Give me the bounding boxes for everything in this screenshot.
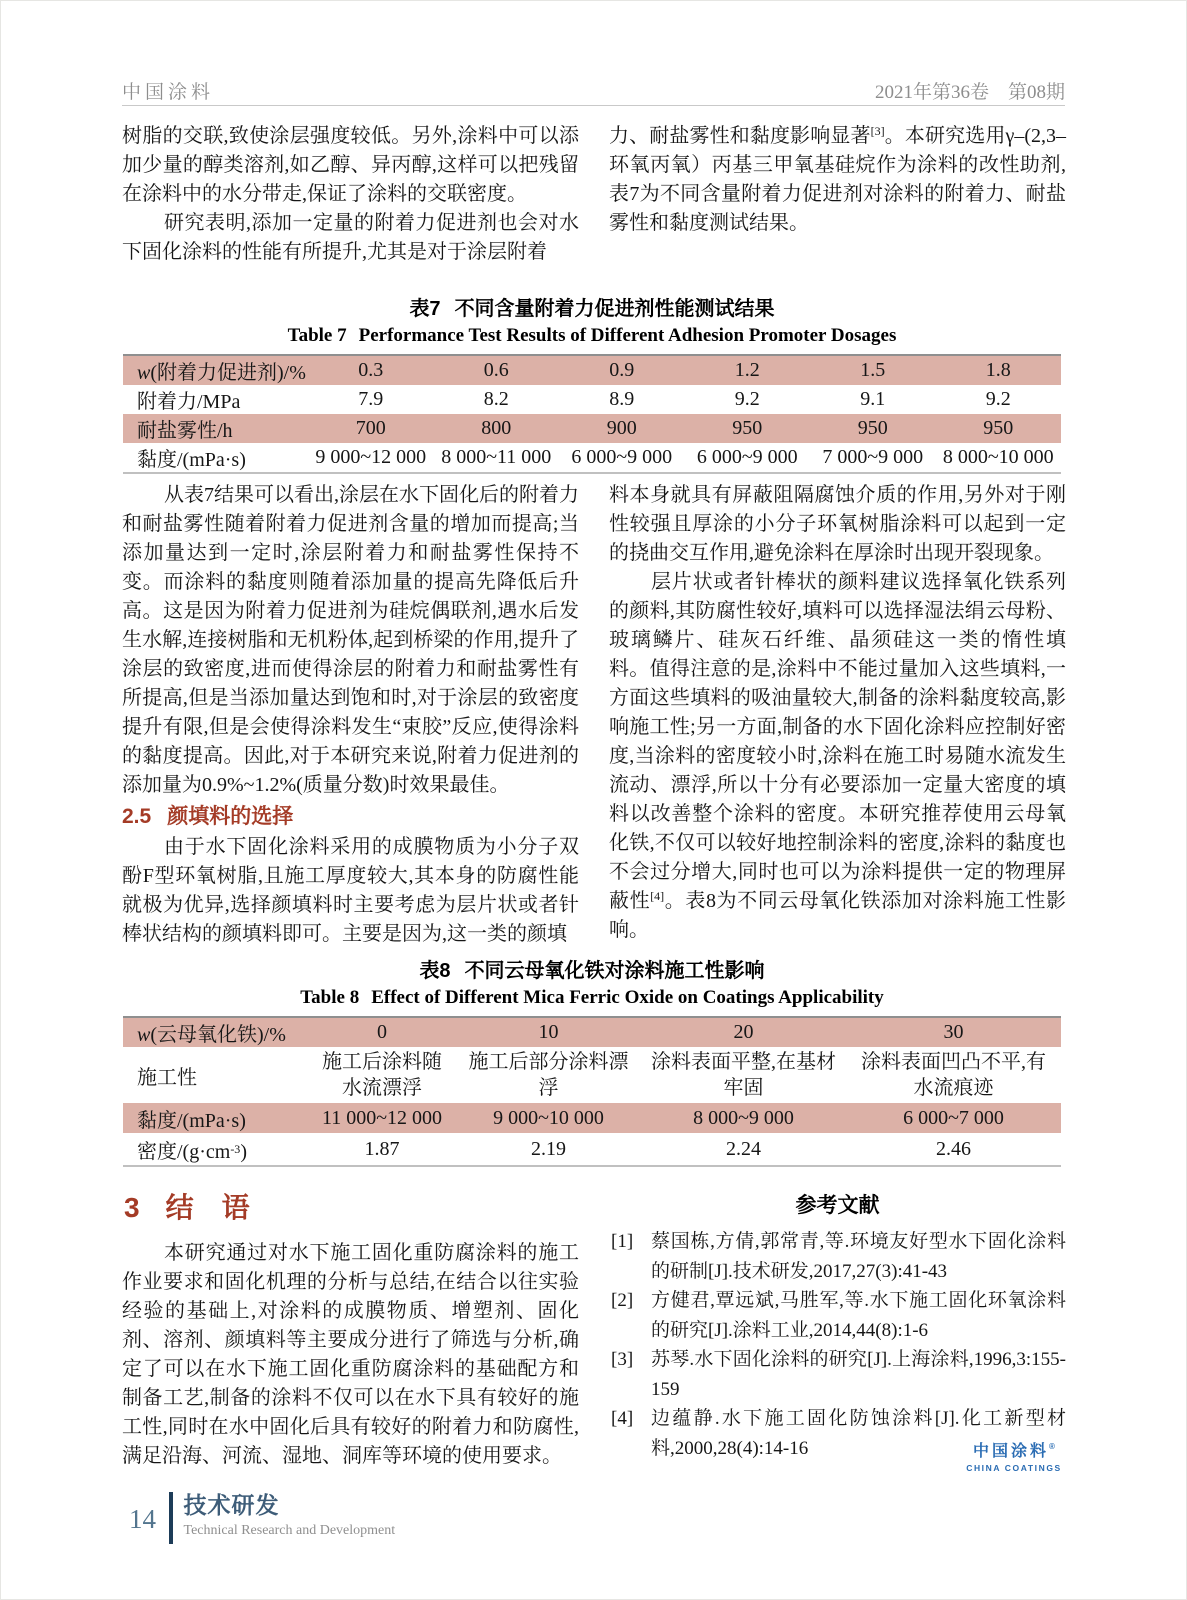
row-label-text: (云母氧化铁)/% (150, 1024, 286, 1046)
paragraph: 研究表明,添加一定量的附着力促进剂也会对水下固化涂料的性能有所提升,尤其是对于涂层附着 (122, 212, 579, 263)
reference-marker: [2] (611, 1290, 634, 1311)
table-cell: 7.9 (358, 388, 384, 410)
table-cell: 950 (732, 417, 763, 439)
references-heading: 参考文献 (795, 1194, 880, 1217)
table-cell: 8 000~10 000 (942, 446, 1054, 468)
table-cell: 2.24 (726, 1137, 761, 1160)
table-cell: 1.87 (364, 1137, 400, 1160)
table7-caption-zh (123, 297, 1061, 321)
table-cell: 6 000~9 000 (571, 446, 673, 468)
table-cell: 8 000~9 000 (693, 1106, 794, 1129)
row-label-text: ) (240, 1140, 247, 1163)
reference-item (609, 1227, 1066, 1286)
table-row (123, 414, 1061, 443)
registered-mark: ® (1049, 1442, 1055, 1451)
paragraph: 本研究通过对水下施工固化重防腐涂料的施工作业要求和固化机理的分析与总结,在结合以往实验经验的基础上,对涂料的成膜物质、增塑剂、固化剂、溶剂、颜填料等主要成分进行了筛选与分析,确定了可以在水下施工固化重防腐涂料的基础配方和制备工艺,制备的涂料不仅可以在水下具有较好的施工性,同时在水中固化后具有较好的附着力和防腐性,满足沿海、河流、湿地、洞库等环境的使用要求。 (122, 1242, 579, 1467)
table-cell: 6 000~9 000 (696, 446, 798, 468)
table8-title-zh: 不同云母氧化铁对涂料施工性影响 (464, 960, 765, 982)
table7-number-zh: 表7 (409, 298, 441, 320)
table-cell: 0.6 (483, 359, 509, 381)
table-cell: 950 (857, 417, 888, 439)
table-row (123, 443, 1061, 472)
section-title: 颜填料的选择 (167, 805, 294, 828)
column-left (122, 122, 579, 267)
table-cell: 8 000~11 000 (441, 446, 552, 468)
row-label-text: 密度/(g·cm (137, 1140, 231, 1163)
table-cell: 9.1 (860, 388, 886, 410)
footer-section-zh: 技术研发 (183, 1492, 280, 1518)
table8 (123, 1016, 1061, 1167)
paragraph: 料本身就具有屏蔽阻隔腐蚀介质的作用,另外对于刚性较强且厚涂的小分子环氧树脂涂料可以起到一定的挠曲交互作用,避免涂料在厚涂时出现开裂现象。 (609, 484, 1066, 564)
reference-marker: [4] (611, 1408, 634, 1429)
row-label (123, 356, 308, 385)
section-title: 结 语 (165, 1192, 250, 1223)
table7-title-en: Performance Test Results of Different Adhesion Promoter Dosages (358, 325, 897, 346)
variable-symbol: w (137, 362, 151, 384)
superscript: -3 (230, 1141, 241, 1156)
footer-section-en: Technical Research and Development (183, 1523, 396, 1538)
table-cell: 8.2 (483, 388, 509, 410)
table7-title-zh: 不同含量附着力促进剂性能测试结果 (454, 298, 775, 320)
paragraph-text: 。本研究选用γ–(2,3–环氧丙氧）丙基三甲氧基硅烷作为涂料的改性助剂,表7为不同含量附着力促进剂对涂料的附着力、耐盐雾性和黏度测试结果。 (609, 125, 1066, 234)
column-left (122, 481, 579, 949)
table-cell: 0 (377, 1021, 387, 1043)
journal-name: 中国涂料 (122, 82, 215, 103)
footer-divider (169, 1492, 173, 1544)
row-label: 黏度/(mPa·s) (137, 449, 246, 471)
table-cell: 20 (733, 1021, 754, 1043)
reference-item (609, 1286, 1066, 1345)
table-cell: 1.2 (734, 359, 760, 381)
row-label (123, 1018, 308, 1047)
issue-info: 2021年第36卷 第08期 (874, 82, 1065, 103)
reference-text: 方健君,覃远斌,马胜军,等.水下施工固化环氧涂料的研究[J].涂料工业,2014,44(8):1-6 (651, 1290, 1066, 1341)
table-cell: 1.5 (860, 359, 886, 381)
text-section-top (122, 122, 1066, 267)
table-cell: 6 000~7 000 (903, 1106, 1004, 1129)
logo-text-zh: 中国涂料 (973, 1443, 1050, 1460)
column-right (609, 1191, 1066, 1471)
reference-marker: [1] (611, 1231, 634, 1252)
table-row (123, 1103, 1061, 1133)
table-cell: 0.9 (609, 359, 635, 381)
table-cell: 9 000~10 000 (493, 1106, 604, 1129)
citation-superscript: [4] (650, 889, 665, 903)
row-label: 施工性 (137, 1066, 197, 1089)
table-cell: 1.8 (985, 359, 1011, 381)
header-rule (122, 105, 1065, 106)
table8-caption-en (123, 986, 1061, 1009)
table7-block (123, 297, 1061, 474)
table8-block (123, 959, 1061, 1167)
page-number: 14 (129, 1504, 156, 1534)
table-cell: 10 (538, 1021, 559, 1043)
reference-marker: [3] (611, 1349, 634, 1370)
table-cell: 9 000~12 000 (315, 446, 427, 468)
page-footer (129, 1492, 395, 1544)
text-section-bottom (122, 1191, 1066, 1471)
journal-logo (963, 1438, 1065, 1473)
table-cell: 700 (355, 417, 386, 439)
table-cell: 9.2 (734, 388, 760, 410)
table-cell: 11 000~12 000 (321, 1106, 443, 1129)
table-row (123, 1133, 1061, 1165)
row-label-text: (附着力促进剂)/% (150, 362, 306, 384)
paragraph (609, 122, 1066, 238)
row-label (123, 1135, 308, 1164)
section-number: 3 (124, 1192, 140, 1223)
table7 (123, 354, 1061, 474)
variable-symbol: w (137, 1024, 151, 1046)
table-cell: 2.46 (936, 1137, 971, 1160)
paragraph: 树脂的交联,致使涂层强度较低。另外,涂料中可以添加少量的醇类溶剂,如乙醇、异丙醇,这样可以把残留在涂料中的水分带走,保证了涂料的交联密度。 (122, 125, 579, 205)
table-cell: 施工后涂料随水流漂浮 (322, 1051, 442, 1099)
table-row (123, 1018, 1061, 1047)
paragraph: 从表7结果可以看出,涂层在水下固化后的附着力和耐盐雾性随着附着力促进剂含量的增加而提高;当添加量达到一定时,涂层附着力和耐盐雾性保持不变。而涂料的黏度则随着添加量的提高先降低后升高。这是因为附着力促进剂为硅烷偶联剂,遇水后发生水解,连接树脂和无机粉体,起到桥梁的作用,提升了涂层的致密度,进而使得涂层的附着力和耐盐雾性有所提高,但是当添加量达到饱和时,对于涂层的致密度提升有限,但是会使得涂料发生“束胶”反应,使得涂料的黏度提高。因此,对于本研究来说,附着力促进剂的添加量为0.9%~1.2%(质量分数)时效果最佳。 (122, 484, 579, 796)
table-cell: 0.3 (358, 359, 384, 381)
paragraph (609, 568, 1066, 945)
column-right (609, 122, 1066, 267)
table7-caption-en (123, 324, 1061, 347)
row-label: 附着力/MPa (137, 391, 241, 413)
table-cell: 7 000~9 000 (822, 446, 924, 468)
column-left (122, 1191, 579, 1471)
table8-number-zh: 表8 (419, 960, 451, 982)
footer-section (184, 1492, 396, 1544)
table7-number-en: Table 7 (287, 325, 347, 346)
reference-item (609, 1345, 1066, 1404)
table-cell: 800 (481, 417, 512, 439)
citation-superscript: [3] (870, 124, 885, 138)
table-cell: 9.2 (985, 388, 1011, 410)
table8-number-en: Table 8 (300, 987, 360, 1008)
table-cell: 涂料表面凹凸不平,有水流痕迹 (861, 1051, 1046, 1099)
row-label: 黏度/(mPa·s) (137, 1109, 246, 1132)
table8-caption-zh (123, 959, 1061, 983)
section-heading-2-5 (122, 801, 579, 832)
logo-chinese (963, 1438, 1065, 1461)
table-cell: 950 (983, 417, 1014, 439)
table-row (123, 1047, 1061, 1103)
row-label: 耐盐雾性/h (137, 420, 233, 442)
reference-text: 边蕴静.水下施工固化防蚀涂料[J].化工新型材料,2000,28(4):14-16 (651, 1408, 1066, 1459)
reference-text: 苏琴.水下固化涂料的研究[J].上海涂料,1996,3:155-159 (651, 1349, 1066, 1400)
paragraph-text: 。表8为不同云母氧化铁添加对涂料施工性影响。 (609, 890, 1067, 941)
paragraph-text: 力、耐盐雾性和黏度影响显著 (609, 125, 871, 147)
text-section-middle (122, 481, 1066, 949)
reference-text: 蔡国栋,方倩,郭常青,等.环境友好型水下固化涂料的研制[J].技术研发,2017,27(3):41-43 (651, 1231, 1066, 1282)
table-row (123, 356, 1061, 385)
table-cell: 施工后部分涂料漂浮 (468, 1051, 629, 1099)
table-cell: 8.9 (609, 388, 635, 410)
page-header (122, 77, 1065, 104)
section-number: 2.5 (122, 805, 152, 828)
table-cell: 900 (606, 417, 637, 439)
table-row (123, 385, 1061, 414)
table-cell: 2.19 (531, 1137, 566, 1160)
section-heading-3 (124, 1191, 579, 1225)
paragraph: 由于水下固化涂料采用的成膜物质为小分子双酚F型环氧树脂,且施工厚度较大,其本身的防腐性能就极为优异,选择颜填料时主要考虑为层片状或者针棒状结构的颜填料即可。主要是因为,这一类的颜填 (122, 836, 579, 945)
paragraph-text: 层片状或者针棒状的颜料建议选择氧化铁系列的颜料,其防腐性较好,填料可以选择湿法绢云母粉、玻璃鳞片、硅灰石纤维、晶须硅这一类的惰性填料。值得注意的是,涂料中不能过量加入这些填料,一方面这些填料的吸油量较大,制备的涂料黏度较高,影响施工性;另一方面,制备的水下固化涂料应控制好密度,当涂料的密度较小时,涂料在施工时易随水流发生流动、漂浮,所以十分有必要添加一定量大密度的填料以改善整个涂料的密度。本研究推荐使用云母氧化铁,不仅可以较好地控制涂料的密度,涂料的黏度也不会过分增大,同时也可以为涂料提供一定的物理屏蔽性 (609, 571, 1066, 912)
column-right (609, 481, 1066, 949)
logo-english: CHINA COATINGS (966, 1463, 1062, 1473)
table-cell: 涂料表面平整,在基材牢固 (651, 1051, 836, 1099)
table8-title-en: Effect of Different Mica Ferric Oxide on Coatings Applicability (371, 987, 884, 1008)
table-cell: 30 (943, 1021, 964, 1043)
